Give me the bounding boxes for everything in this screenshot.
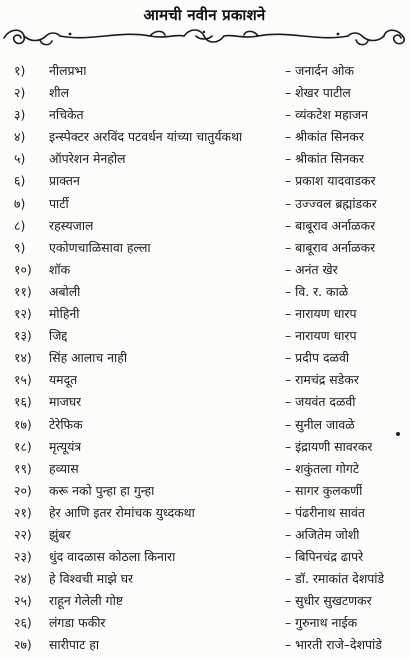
book-row (0, 414, 409, 436)
book-author: – बिपिनचंद्र ढापरे (285, 549, 364, 565)
book-title: अबोली (49, 283, 81, 299)
book-number: ६) (14, 173, 26, 189)
book-author: – जयवंत दळवी (285, 394, 356, 410)
book-row (0, 480, 409, 502)
book-title: एकोणचाळिसावा हल्ला (49, 239, 151, 255)
book-title: प्राक्तन (49, 173, 80, 189)
book-title: करू नको पुन्हा हा गुन्हा (49, 482, 155, 498)
book-title: राहून गेलेली गोष्ट (49, 593, 124, 609)
page-title: आमची नवीन प्रकाशने (143, 6, 266, 24)
book-author: – सागर कुलकर्णी (285, 482, 363, 498)
book-number: २५) (14, 593, 32, 609)
book-author: – भारती राजे–देशपांडे (285, 637, 382, 653)
book-author: – रामचंद्र सडेकर (285, 372, 359, 388)
book-number: ५) (14, 151, 26, 167)
book-title: ऑपरेशन मेनहोल (49, 151, 126, 167)
book-number: १६) (14, 394, 32, 410)
book-number: २२) (14, 526, 32, 542)
book-number: ४) (14, 129, 26, 145)
book-number: ७) (14, 195, 26, 211)
book-title: झुंबर (49, 526, 71, 542)
book-row (0, 148, 409, 170)
book-author: – सुधीर सुखटणकर (285, 593, 372, 609)
book-title: मृत्यूयंत्र (49, 438, 82, 454)
book-author: – इंद्रायणी सावरकर (285, 438, 373, 454)
book-number: १८) (14, 438, 32, 454)
book-row (0, 369, 409, 391)
book-author: – व्यंकटेश महाजन (285, 107, 368, 123)
book-title: शील (49, 85, 70, 101)
book-title: इन्स्पेक्टर अरविंद पटवर्धन यांच्या चातुर्यकथा (49, 129, 243, 145)
book-author: – श्रीकांत सिनकर (285, 129, 364, 145)
book-title: हव्यास (49, 460, 79, 476)
book-number: ३) (14, 107, 26, 123)
book-row (0, 215, 409, 237)
book-row (0, 524, 409, 546)
book-title: सारीपाट हा (49, 637, 100, 653)
book-row (0, 60, 409, 82)
book-title: लंगडा फकीर (49, 615, 106, 631)
book-author: – बाबूराव अर्नाळकर (285, 217, 376, 233)
book-row (0, 634, 409, 656)
book-author: – जनार्दन ओक (285, 63, 355, 78)
book-title: माजघर (49, 394, 82, 410)
book-row (0, 590, 409, 612)
book-row (0, 126, 409, 148)
book-number: १७) (14, 416, 32, 432)
book-row (0, 303, 409, 325)
book-number: २४) (14, 571, 32, 587)
book-author: – नारायण धारप (285, 306, 357, 322)
book-author: – अजितेम जोशी (285, 526, 360, 542)
book-author: – बाबूराव अर्नाळकर (285, 239, 376, 255)
book-author: – शकुंतला गोगटे (285, 460, 360, 476)
book-row (0, 237, 409, 259)
book-list (0, 60, 409, 657)
book-author: – शेखर पाटील (285, 85, 351, 101)
book-number: २०) (14, 482, 32, 498)
book-number: १२) (14, 306, 32, 322)
book-number: २३) (14, 549, 32, 565)
book-number: २) (14, 85, 26, 101)
book-number: २६) (14, 615, 32, 631)
vine-scroll-ornament-icon (0, 24, 409, 48)
book-row (0, 436, 409, 458)
book-author: – श्रीकांत सिनकर (285, 151, 364, 167)
book-author: – प्रदीप दळवी (285, 350, 350, 366)
book-author: – वि. र. काळे (285, 283, 349, 299)
book-row (0, 612, 409, 634)
book-author: – प्रकाश यादवाडकर (285, 173, 376, 189)
book-title: हेर आणि इतर रोमांचक युध्दकथा (49, 504, 195, 520)
book-row (0, 546, 409, 568)
book-row (0, 458, 409, 480)
book-title: रहस्यजाल (49, 217, 94, 233)
book-number: २१) (14, 504, 32, 520)
book-title: यमदूत (49, 372, 78, 388)
book-number: ९) (14, 239, 26, 255)
book-title: जिद्द (49, 328, 68, 344)
book-number: ११) (14, 283, 32, 299)
book-title: धुंद वादळास कोठला किनारा (49, 549, 176, 565)
book-row (0, 568, 409, 590)
book-author: – अनंत खेर (285, 261, 338, 277)
book-row (0, 193, 409, 215)
book-author: – डॉ. रमाकांत देशपांडे (285, 571, 385, 587)
book-number: १०) (14, 261, 32, 277)
book-row (0, 325, 409, 347)
book-number: १४) (14, 350, 32, 366)
book-row (0, 259, 409, 281)
book-title: मोहिनी (49, 306, 80, 322)
book-author: – पंढरीनाथ सावंत (285, 504, 365, 520)
book-number: १५) (14, 372, 32, 388)
book-number: ८) (14, 217, 26, 233)
book-row (0, 281, 409, 303)
ink-speck (396, 432, 400, 436)
book-number: १३) (14, 328, 32, 344)
book-title: नचिकेत (49, 107, 84, 123)
book-title: सिंह आलाच नाही (49, 350, 128, 366)
book-row (0, 391, 409, 413)
book-row (0, 347, 409, 369)
book-title: शॉक (49, 261, 71, 277)
book-row (0, 104, 409, 126)
book-row (0, 170, 409, 192)
book-title: पार्टी (49, 195, 69, 211)
book-author: – नारायण धारप (285, 328, 357, 344)
book-title: टेरेफिक (49, 416, 83, 432)
book-row (0, 82, 409, 104)
book-number: १९) (14, 460, 32, 476)
book-author: – उज्ज्वल ब्रह्मांडकर (285, 195, 377, 211)
book-author: – गुरुनाथ नाईक (285, 615, 358, 631)
book-title: नीलप्रभा (49, 63, 87, 78)
book-author: – सुनील जावळे (285, 416, 355, 432)
book-number: २७) (14, 637, 32, 653)
book-title: हे विश्वची माझे घर (49, 571, 134, 587)
book-number: १) (14, 63, 26, 78)
book-row (0, 502, 409, 524)
